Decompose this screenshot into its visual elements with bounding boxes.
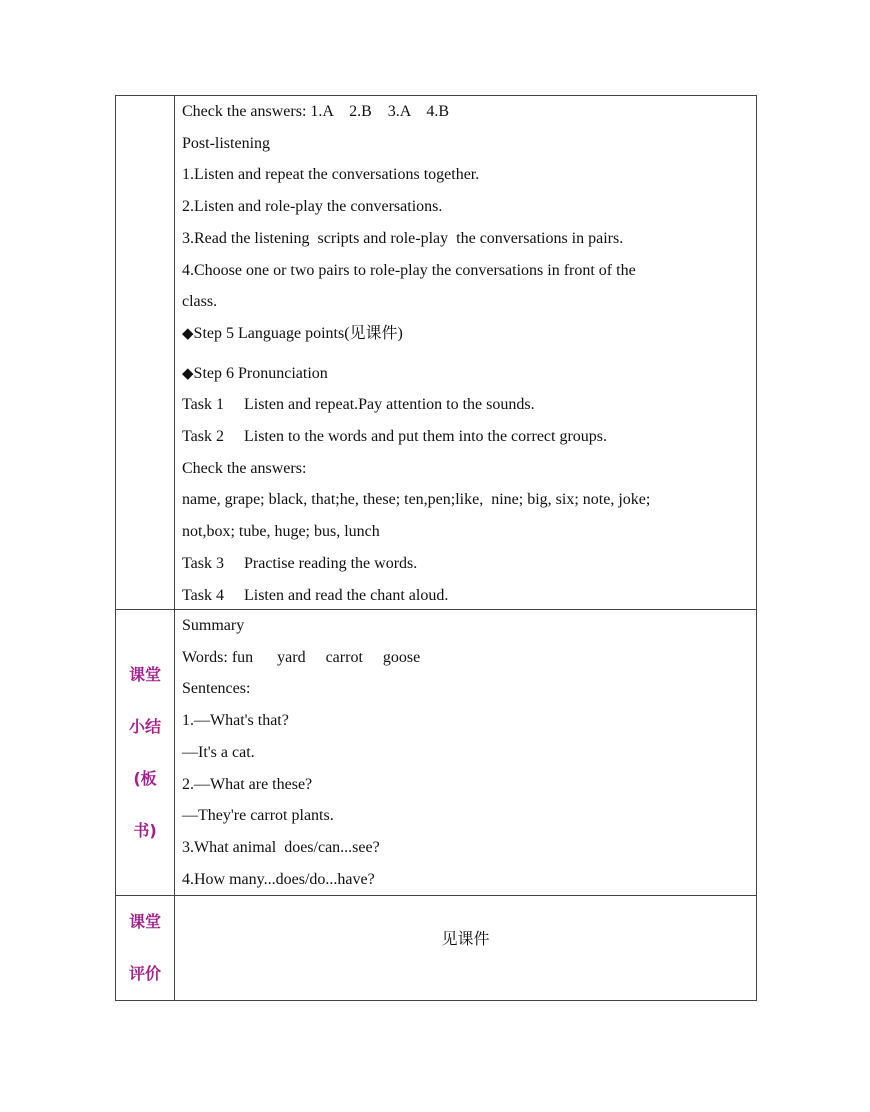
text-line: Post-listening	[182, 134, 271, 152]
text-line: Task 3 Practise reading the words.	[182, 554, 418, 572]
text-line: 1.Listen and repeat the conversations together.	[182, 166, 480, 184]
summary-label-cell	[116, 610, 175, 896]
text-line: 2.Listen and role-play the conversations.	[182, 198, 443, 216]
summary-label-line: 小结	[128, 716, 161, 736]
summary-content-cell	[175, 610, 757, 896]
step5-text: Step 5 Language points(见课件)	[193, 324, 403, 342]
text-line: 3.Read the listening scripts and role-play the conversations in pairs.	[182, 229, 624, 247]
text-line: name, grape; black, that;he, these; ten,pen;like, nine; big, six; note, joke;	[182, 491, 651, 509]
table-row-steps	[116, 96, 757, 610]
text-line: —It's a cat.	[182, 743, 255, 761]
text-line: Words: fun yard carrot goose	[182, 648, 421, 666]
summary-label-line: 课堂	[128, 664, 161, 684]
diamond-bullet-icon: ◆	[182, 323, 194, 342]
summary-label-line: 书)	[133, 820, 157, 840]
step5-heading	[182, 318, 746, 350]
lesson-plan-table	[115, 95, 757, 1001]
step6-text: Step 6 Pronunciation	[193, 364, 328, 382]
text-line: not,box; tube, huge; bus, lunch	[182, 523, 380, 541]
text-line: Sentences:	[182, 680, 251, 698]
text-line: Task 4 Listen and read the chant aloud.	[182, 586, 449, 604]
text-line: 2.—What are these?	[182, 775, 313, 793]
text-line: Task 1 Listen and repeat.Pay attention to the sounds.	[182, 396, 535, 414]
steps-content-cell	[175, 96, 757, 610]
table-row-evaluation	[116, 896, 757, 1001]
text-line: class.	[182, 293, 218, 311]
row-label-cell-empty	[116, 96, 175, 610]
table-row-summary	[116, 610, 757, 896]
evaluation-content: 见课件	[441, 929, 490, 948]
evaluation-label-line: 课堂	[128, 912, 161, 931]
text-line: 4.Choose one or two pairs to role-play the conversations in front of the	[182, 261, 636, 279]
step6-heading	[182, 358, 746, 390]
text-line: 3.What animal does/can...see?	[182, 838, 380, 856]
text-line: Check the answers:	[182, 459, 307, 477]
evaluation-content-cell	[175, 896, 757, 1001]
summary-title: Summary	[182, 617, 245, 634]
text-line: 4.How many...does/do...have?	[182, 870, 375, 888]
evaluation-label-line: 评价	[128, 964, 161, 983]
diamond-bullet-icon: ◆	[182, 363, 194, 382]
text-line: 1.—What's that?	[182, 712, 289, 730]
text-line: Check the answers: 1.A 2.B 3.A 4.B	[182, 103, 450, 120]
evaluation-label-cell	[116, 896, 175, 1001]
summary-label-line: (板	[133, 768, 157, 788]
text-line: Task 2 Listen to the words and put them into the correct groups.	[182, 428, 608, 446]
text-line: —They're carrot plants.	[182, 807, 334, 825]
